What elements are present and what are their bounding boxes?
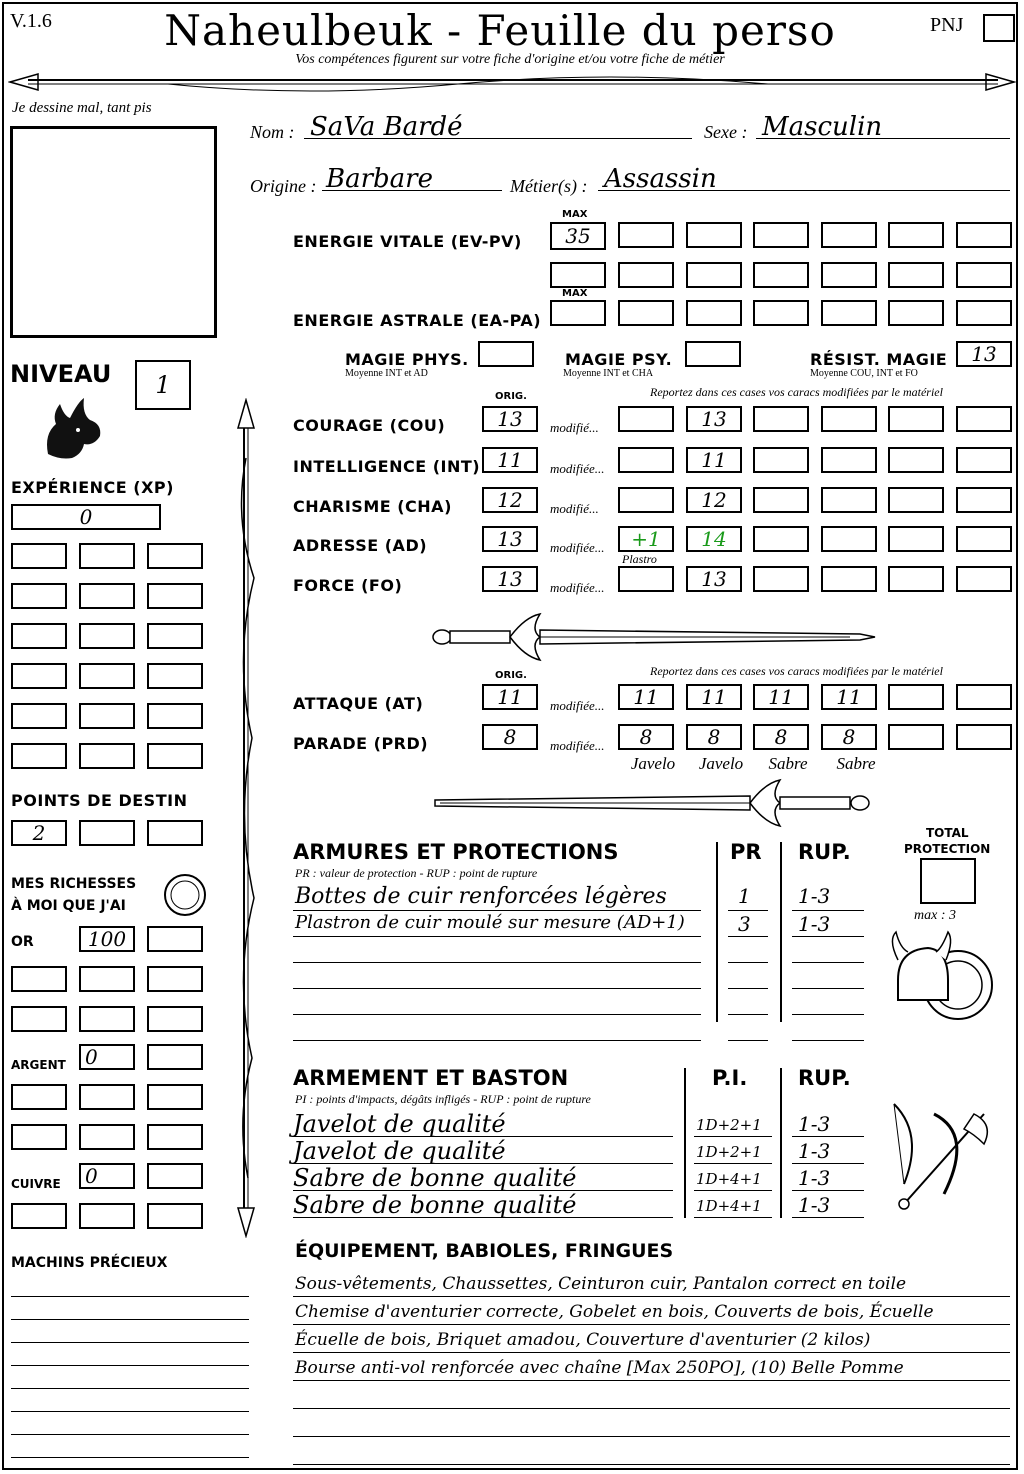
at-mod-box[interactable] (888, 684, 944, 710)
max-note: max : 3 (914, 908, 956, 923)
stat-label: ADRESSE (AD) (293, 536, 428, 555)
pnj-label: PNJ (930, 14, 964, 36)
weapon-name-label: Javelo (698, 754, 744, 773)
total-label-2: PROTECTION (904, 842, 991, 856)
ev-box[interactable] (888, 262, 944, 288)
weapon-item-pi[interactable]: 1D+2+1 (696, 1143, 762, 1161)
equipment-line (293, 1436, 1010, 1437)
wealth-cell[interactable] (79, 1124, 135, 1150)
armor-rup-line (792, 1040, 864, 1041)
prd-mod-label: modifiée... (550, 738, 605, 753)
nom-line (304, 138, 692, 139)
stat-mod-box[interactable] (753, 526, 809, 552)
total-label-1: TOTAL (926, 826, 969, 840)
weapon-pi-line (694, 1163, 772, 1164)
stat-mod-box[interactable] (888, 526, 944, 552)
ea-max-label: MAX (562, 288, 588, 299)
ea-box[interactable] (821, 300, 877, 326)
at-mod-box[interactable]: 11 (821, 684, 877, 710)
xp-cell[interactable] (147, 663, 203, 689)
ev-label: ENERGIE VITALE (EV-PV) (293, 232, 522, 251)
equipment-item[interactable]: Bourse anti-vol renforcée avec chaîne [Max 250PO], (10) Belle Pomme (295, 1358, 904, 1378)
equipment-line (293, 1296, 1010, 1297)
machins-label: MACHINS PRÉCIEUX (11, 1255, 168, 1271)
prd-mod-box[interactable] (888, 724, 944, 750)
richesses-label-2: À MOI QUE J'AI (11, 898, 126, 914)
ev-box[interactable] (550, 262, 606, 288)
ev-max-label: MAX (562, 209, 588, 220)
weapon-item-rup[interactable]: 1-3 (798, 1166, 831, 1190)
stat-mod-label: modifié... (550, 501, 599, 516)
ev-box[interactable] (888, 222, 944, 248)
ev-box[interactable] (821, 262, 877, 288)
magie-phys-hint: Moyenne INT et AD (345, 368, 428, 379)
page-subtitle: Vos compétences figurent sur votre fiche d'origine et/ou votre fiche de métier (295, 52, 725, 67)
armor-hint: PR : valeur de protection - RUP : point de rupture (295, 866, 538, 880)
stat-mod-box-2[interactable]: 14 (686, 526, 742, 552)
argent-label: ARGENT (11, 1058, 66, 1072)
prd-mod-box[interactable]: 8 (618, 724, 674, 750)
armor-pr-line (728, 936, 768, 937)
origine-line (322, 190, 502, 191)
stat-mod-box-1[interactable] (618, 447, 674, 473)
weapon-rup-line (792, 1136, 864, 1137)
xp-cell[interactable] (11, 663, 67, 689)
xp-cell[interactable] (79, 743, 135, 769)
dragon-icon (38, 394, 108, 464)
weapons-icon (884, 1094, 1004, 1214)
stat-mod-box-2[interactable]: 13 (686, 406, 742, 432)
stat-mod-box-1[interactable] (618, 487, 674, 513)
xp-cell[interactable] (147, 543, 203, 569)
armor-pr-line (728, 1040, 768, 1041)
precious-line (11, 1411, 249, 1412)
armor-item-name[interactable]: Bottes de cuir renforcées légères (295, 884, 667, 909)
ev-box[interactable] (753, 222, 809, 248)
armor-item-name[interactable]: Plastron de cuir moulé sur mesure (AD+1) (295, 912, 685, 933)
at-mod-box[interactable] (956, 684, 1012, 710)
argent-box-2[interactable] (147, 1044, 203, 1070)
weapon-item-name[interactable]: Javelot de qualité (293, 1137, 506, 1165)
wealth-cell[interactable] (147, 966, 203, 992)
weapon-item-name[interactable]: Javelot de qualité (293, 1110, 506, 1138)
armor-line (293, 1014, 701, 1015)
ea-box[interactable] (618, 300, 674, 326)
armor-pr-line (728, 1014, 768, 1015)
armor-item-rup[interactable]: 1-3 (798, 884, 831, 908)
armor-line (293, 936, 701, 937)
stat-mod-note: Plastro (622, 552, 657, 566)
wealth-cell[interactable] (79, 1006, 135, 1032)
destin-box-2[interactable] (79, 820, 135, 846)
precious-line (11, 1296, 249, 1297)
stat-mod-box[interactable] (821, 406, 877, 432)
destin-label: POINTS DE DESTIN (11, 791, 188, 810)
destin-box-1[interactable]: 2 (11, 820, 67, 846)
armor-rup-line (792, 936, 864, 937)
stat-mod-box-2[interactable]: 13 (686, 566, 742, 592)
xp-cell[interactable] (79, 543, 135, 569)
helmet-shield-icon (888, 930, 998, 1030)
destin-box-3[interactable] (147, 820, 203, 846)
xp-cell[interactable] (11, 703, 67, 729)
origine-label: Origine : (250, 176, 317, 196)
xp-cell[interactable] (11, 743, 67, 769)
resist-magie-hint: Moyenne COU, INT et FO (810, 368, 918, 379)
at-label: ATTAQUE (AT) (293, 694, 424, 713)
magie-psy-label: MAGIE PSY. (565, 350, 673, 369)
weapon-pi-line (694, 1190, 772, 1191)
weapons-hint: PI : points d'impacts, dégâts infligés - RUP : point de rupture (295, 1092, 591, 1106)
wealth-cell[interactable] (147, 1006, 203, 1032)
stat-orig-box[interactable]: 12 (482, 487, 538, 513)
ev-box[interactable] (956, 262, 1012, 288)
precious-line (11, 1388, 249, 1389)
combat-report-note: Reportez dans ces cases vos caracs modifiées par le matériel (650, 664, 943, 678)
stat-mod-box[interactable] (821, 566, 877, 592)
magie-phys-box[interactable] (478, 341, 534, 367)
xp-cell[interactable] (147, 623, 203, 649)
xp-cell[interactable] (79, 663, 135, 689)
weapon-item-name[interactable]: Sabre de bonne qualité (293, 1164, 577, 1192)
precious-line (11, 1319, 249, 1320)
weapon-item-pi[interactable]: 1D+4+1 (696, 1197, 762, 1215)
niveau-box[interactable]: 1 (135, 360, 191, 410)
ev-box[interactable] (618, 222, 674, 248)
cuivre-box-2[interactable] (147, 1163, 203, 1189)
or-box[interactable]: 100 (79, 926, 135, 952)
precious-line (11, 1342, 249, 1343)
stat-mod-box[interactable] (753, 487, 809, 513)
portrait-caption: Je dessine mal, tant pis (12, 100, 152, 116)
prd-mod-box[interactable]: 8 (753, 724, 809, 750)
xp-cell[interactable] (11, 543, 67, 569)
equipment-item[interactable]: Chemise d'aventurier correcte, Gobelet en bois, Couverts de bois, Écuelle (295, 1302, 934, 1322)
armor-item-pr[interactable]: 3 (738, 912, 751, 936)
wealth-cell[interactable] (11, 1084, 67, 1110)
argent-box[interactable]: 0 (79, 1044, 135, 1070)
prd-mod-box[interactable]: 8 (821, 724, 877, 750)
stat-mod-box[interactable] (956, 447, 1012, 473)
prd-orig-box[interactable]: 8 (482, 724, 538, 750)
weapon-item-rup[interactable]: 1-3 (798, 1139, 831, 1163)
armor-line (293, 910, 701, 911)
sexe-value[interactable]: Masculin (762, 112, 883, 142)
weapon-name-label: Javelo (630, 754, 676, 773)
stat-mod-label: modifiée... (550, 540, 605, 555)
stat-mod-box[interactable] (821, 526, 877, 552)
magie-psy-box[interactable] (685, 341, 741, 367)
ev-max-box[interactable]: 35 (550, 222, 606, 250)
stat-mod-box[interactable] (753, 566, 809, 592)
nom-value[interactable]: SaVa Bardé (310, 112, 463, 142)
xp-cell[interactable] (79, 583, 135, 609)
precious-line (11, 1434, 249, 1435)
nom-label: Nom : (250, 122, 295, 142)
stats-report-note: Reportez dans ces cases vos caracs modifiées par le matériel (650, 385, 943, 399)
or-box-2[interactable] (147, 926, 203, 952)
at-mod-box[interactable]: 11 (618, 684, 674, 710)
stat-mod-box-2[interactable]: 11 (686, 447, 742, 473)
xp-box[interactable]: 0 (11, 504, 161, 530)
stat-mod-box[interactable] (956, 406, 1012, 432)
ev-box[interactable] (956, 222, 1012, 248)
armor-item-pr[interactable]: 1 (738, 884, 751, 908)
origine-value[interactable]: Barbare (326, 164, 433, 194)
wealth-cell[interactable] (11, 1203, 67, 1229)
armor-rup-line (792, 962, 864, 963)
stat-orig-box[interactable]: 13 (482, 566, 538, 592)
weapons-title: ARMEMENT ET BASTON (293, 1066, 569, 1090)
version-label: V.1.6 (10, 10, 52, 32)
wealth-cell[interactable] (79, 1203, 135, 1229)
combat-orig-label: ORIG. (495, 670, 527, 681)
at-mod-label: modifiée... (550, 698, 605, 713)
ev-box[interactable] (821, 222, 877, 248)
cuivre-label: CUIVRE (11, 1177, 61, 1191)
stats-orig-label: ORIG. (495, 391, 527, 402)
equipment-item[interactable]: Écuelle de bois, Briquet amadou, Couverture d'aventurier (2 kilos) (295, 1330, 871, 1350)
sexe-label: Sexe : (704, 122, 748, 142)
weapon-item-pi[interactable]: 1D+2+1 (696, 1116, 762, 1134)
at-mod-box[interactable]: 11 (686, 684, 742, 710)
weapon-name-label: Sabre (836, 754, 876, 773)
weapon-pi-line (694, 1217, 772, 1218)
sexe-line (756, 138, 1010, 139)
weapon-item-name[interactable]: Sabre de bonne qualité (293, 1191, 577, 1219)
xp-cell[interactable] (79, 623, 135, 649)
weapon-item-pi[interactable]: 1D+4+1 (696, 1170, 762, 1188)
weapon-item-rup[interactable]: 1-3 (798, 1112, 831, 1136)
stat-label: INTELLIGENCE (INT) (293, 457, 481, 476)
stat-orig-box[interactable]: 11 (482, 447, 538, 473)
ea-label: ENERGIE ASTRALE (EA-PA) (293, 311, 542, 330)
weapon-rup-line (792, 1217, 864, 1218)
stat-mod-box[interactable] (888, 447, 944, 473)
equipment-line (293, 1352, 1010, 1353)
weapons-divider-2 (780, 1068, 782, 1218)
stat-mod-box[interactable] (956, 566, 1012, 592)
total-protection-box[interactable] (920, 858, 976, 904)
armor-pr-line (728, 910, 768, 911)
sword-2-icon (430, 778, 880, 828)
wealth-cell[interactable] (79, 966, 135, 992)
armor-line (293, 962, 701, 963)
coin-icon (162, 872, 208, 918)
ev-box[interactable] (618, 262, 674, 288)
stat-label: FORCE (FO) (293, 576, 403, 595)
sword-icon (430, 612, 880, 662)
vertical-spear-icon (228, 398, 264, 1238)
weapon-pi-line (694, 1136, 772, 1137)
resist-magie-box[interactable]: 13 (956, 341, 1012, 367)
ea-box[interactable] (956, 300, 1012, 326)
weapon-rup-line (792, 1190, 864, 1191)
xp-label: EXPÉRIENCE (XP) (11, 478, 174, 497)
xp-cell[interactable] (147, 583, 203, 609)
prd-mod-box[interactable] (956, 724, 1012, 750)
stat-mod-box[interactable] (888, 406, 944, 432)
armor-divider-2 (780, 842, 782, 1022)
ev-box[interactable] (686, 222, 742, 248)
wealth-cell[interactable] (147, 1084, 203, 1110)
page-title: Naheulbeuk - Feuille du perso (164, 6, 836, 55)
cuivre-box[interactable]: 0 (79, 1163, 135, 1189)
weapon-rup-line (792, 1163, 864, 1164)
stat-mod-box[interactable] (888, 487, 944, 513)
armor-line (293, 988, 701, 989)
stat-mod-box[interactable] (956, 487, 1012, 513)
portrait-box[interactable] (10, 126, 217, 338)
stat-mod-label: modifiée... (550, 580, 605, 595)
weapon-item-rup[interactable]: 1-3 (798, 1193, 831, 1217)
stat-mod-box[interactable] (888, 566, 944, 592)
magie-psy-hint: Moyenne INT et CHA (563, 368, 654, 379)
stat-mod-box[interactable] (753, 406, 809, 432)
niveau-label: NIVEAU (10, 360, 112, 388)
stat-label: COURAGE (COU) (293, 416, 446, 435)
xp-cell[interactable] (147, 703, 203, 729)
stat-mod-box[interactable] (821, 447, 877, 473)
metier-line (598, 190, 1010, 191)
top-spear-icon (8, 68, 1016, 98)
armor-rup-label: RUP. (798, 840, 851, 864)
equipment-line (293, 1464, 1010, 1465)
ev-box[interactable] (753, 262, 809, 288)
ea-box[interactable] (753, 300, 809, 326)
weapons-pi-label: P.I. (712, 1066, 748, 1090)
precious-line (11, 1457, 249, 1458)
armor-divider-1 (716, 842, 718, 1022)
armor-rup-line (792, 1014, 864, 1015)
wealth-cell[interactable] (11, 966, 67, 992)
stat-mod-label: modifié... (550, 420, 599, 435)
weapons-divider-1 (684, 1068, 686, 1218)
richesses-label-1: MES RICHESSES (11, 876, 137, 892)
xp-cell[interactable] (147, 743, 203, 769)
armor-item-rup[interactable]: 1-3 (798, 912, 831, 936)
prd-mod-box[interactable]: 8 (686, 724, 742, 750)
equipment-line (293, 1324, 1010, 1325)
armor-pr-line (728, 962, 768, 963)
equipment-item[interactable]: Sous-vêtements, Chaussettes, Ceinturon cuir, Pantalon correct en toile (295, 1274, 907, 1294)
armor-rup-line (792, 988, 864, 989)
weapons-rup-label: RUP. (798, 1066, 851, 1090)
stat-mod-box-1[interactable] (618, 406, 674, 432)
stat-mod-box[interactable] (753, 447, 809, 473)
armor-line (293, 1040, 701, 1041)
stat-orig-box[interactable]: 13 (482, 526, 538, 552)
stat-mod-box-1[interactable] (618, 566, 674, 592)
armor-pr-line (728, 988, 768, 989)
weapon-name-label: Sabre (768, 754, 808, 773)
wealth-cell[interactable] (11, 1006, 67, 1032)
resist-magie-label: RÉSIST. MAGIE (810, 350, 948, 369)
wealth-cell[interactable] (79, 1084, 135, 1110)
stat-orig-box[interactable]: 13 (482, 406, 538, 432)
stat-mod-box-1[interactable]: +1 (618, 526, 674, 552)
or-label: OR (11, 934, 34, 950)
magie-phys-label: MAGIE PHYS. (345, 350, 469, 369)
wealth-cell[interactable] (11, 1124, 67, 1150)
metier-label: Métier(s) : (510, 176, 588, 196)
equipment-title: ÉQUIPEMENT, BABIOLES, FRINGUES (295, 1240, 674, 1262)
stat-mod-box[interactable] (821, 487, 877, 513)
pnj-checkbox[interactable] (983, 14, 1015, 42)
stat-mod-box-2[interactable]: 12 (686, 487, 742, 513)
ea-box[interactable] (888, 300, 944, 326)
ea-max-box[interactable] (550, 300, 606, 326)
precious-line (11, 1365, 249, 1366)
wealth-cell[interactable] (147, 1124, 203, 1150)
at-mod-box[interactable]: 11 (753, 684, 809, 710)
equipment-line (293, 1380, 1010, 1381)
xp-cell[interactable] (11, 583, 67, 609)
wealth-cell[interactable] (147, 1203, 203, 1229)
prd-label: PARADE (PRD) (293, 734, 429, 753)
xp-cell[interactable] (79, 703, 135, 729)
at-orig-box[interactable]: 11 (482, 684, 538, 710)
stat-mod-box[interactable] (956, 526, 1012, 552)
stat-label: CHARISME (CHA) (293, 497, 452, 516)
stat-mod-label: modifiée... (550, 461, 605, 476)
xp-cell[interactable] (11, 623, 67, 649)
metier-value[interactable]: Assassin (604, 164, 717, 194)
armor-title: ARMURES ET PROTECTIONS (293, 840, 619, 864)
equipment-line (293, 1408, 1010, 1409)
ev-box[interactable] (686, 262, 742, 288)
armor-pr-label: PR (730, 840, 762, 864)
ea-box[interactable] (686, 300, 742, 326)
armor-rup-line (792, 910, 864, 911)
